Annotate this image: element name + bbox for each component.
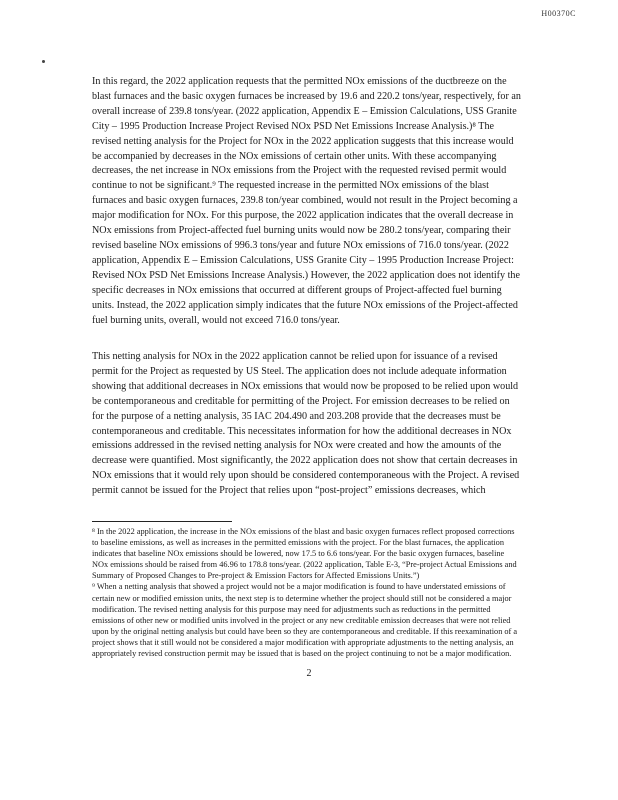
footnote-separator (92, 521, 232, 522)
footnote-9: ⁹ When a netting analysis that showed a project would not be a major modification is found to have understated emissions of certain new or modified emission units, the next step is to determine whether the project should still not be considered a major modification. The revised netting analysis for this purpose may need for adjustments such as reductions in the permitted emissions of other new or modified units involved in the project or any new creditable emission decreases that were not relied upon by the original netting analysis but could have been so they are contemporaneous and creditable. If this reexamination of a project shows that it still would not be considered a major modification with appropriate adjustments to the netting analysis, an appropriately revised construction permit may be issued that is based on the project continuing to not be a major modification. (92, 582, 518, 659)
scan-mark (42, 60, 45, 63)
page-id-stamp: H00370C (541, 9, 576, 18)
body-paragraph-2: This netting analysis for NOx in the 2022 application cannot be relied upon for issuance of a revised permit for the Project as requested by US Steel. The application does not include adequate information showing that additional decreases in NOx emissions that would now be proposed to be relied upon would be contemporaneous and creditable for permitting of the Project. For emission decreases to be relied on for the purpose of a netting analysis, 35 IAC 204.490 and 203.208 provide that the decreases must be contemporaneous and creditable. This necessitates information for how the additional decreases in NOx emissions addressed in the revised netting analysis for NOx were created and how the amounts of the decrease were quantified. Most significantly, the 2022 application does not show that certain decreases in NOx emissions that it would rely upon should be considered contemporaneous with the Project. A revised permit cannot be issued for the Project that relies upon “post-project” emissions decreases, which (92, 351, 520, 497)
footnotes (92, 526, 522, 659)
body-paragraph-1: In this regard, the 2022 application requests that the permitted NOx emissions of the ductbreeze on the blast furnaces and the basic oxygen furnaces be increased by 19.6 and 220.2 tons/year, respectively, for an overall increase of 239.8 tons/year. (2022 application, Appendix E – Emission Calculations, USS Granite City – 1995 Production Increase Project Revised NOx PSD Net Emissions Increase Analysis.)⁸ The revised netting analysis for the Project for NOx in the 2022 application suggests that this increase would be accompanied by decreases in the NOx emissions of certain other units. With these accompanying decreases, the net increase in NOx emissions from the Project with the requested revised permit would continue to not be significant.⁹ The requested increase in the permitted NOx emissions of the blast furnaces and basic oxygen furnaces, 239.8 ton/year combined, would not result in the Project becoming a major modification for NOx. For this purpose, the 2022 application indicates that the overall decrease in NOx emissions from Project-affected fuel burning units would now be 280.2 tons/year, comparing their revised baseline NOx emissions of 996.3 tons/year and future NOx emissions of 716.0 tons/year. (2022 application, Appendix E – Emission Calculations, USS Granite City – 1995 Production Increase Project: Revised NOx PSD Net Emissions Increase Analysis.) However, the 2022 application does not identify the specific decreases in NOx emissions that occurred at different groups of Project-affected fuel burning units. Instead, the 2022 application simply indicates that the future NOx emissions of the Project-affected fuel burning units, overall, would not exceed 716.0 tons/year. (92, 76, 521, 326)
page-number: 2 (306, 668, 312, 679)
footnote-8: ⁸ In the 2022 application, the increase in the NOx emissions of the blast and basic oxygen furnaces reflect proposed corrections to baseline emissions, as well as increases in the permitted emissions with the project. For the blast furnaces, the application indicates that baseline NOx emissions should be lowered, now 17.5 to 6.6 tons/year. For the basic oxygen furnaces, baseline NOx emissions should be raised from 46.96 to 178.8 tons/year. (2022 application, Table E-3, “Pre-project Actual Emissions and Summary of Proposed Changes to Pre-project & Emission Factors for Affected Emissions Units.”) (92, 527, 517, 581)
